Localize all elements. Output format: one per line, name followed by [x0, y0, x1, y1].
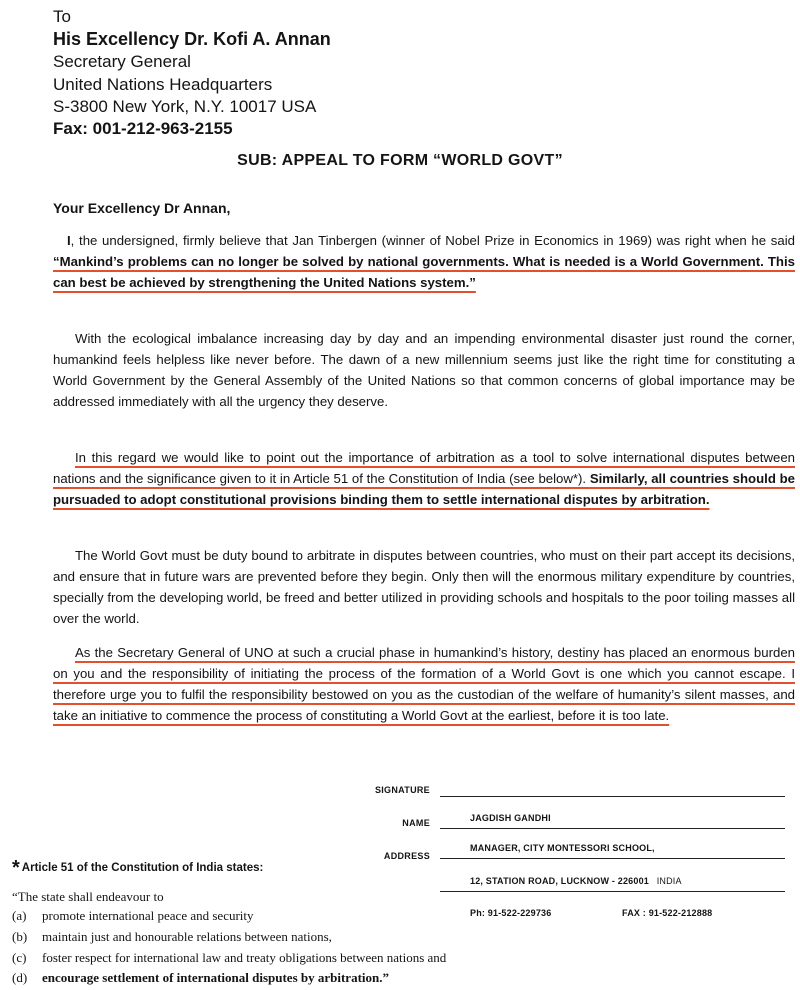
- tinbergen-quote: “Mankind’s problems can no longer be solved by national governments. What is needed is a World Government. This can best be achieved by strengthening the United Nations system.”: [53, 254, 795, 290]
- recipient-street: S-3800 New York, N.Y. 10017 USA: [53, 97, 317, 116]
- address-label: ADDRESS: [383, 851, 430, 861]
- salutation: Your Excellency Dr Annan,: [53, 200, 231, 216]
- signature-line: [440, 796, 785, 797]
- paragraph-3: [53, 447, 795, 510]
- name-label: NAME: [402, 818, 430, 828]
- paragraph-1-lead: I: [67, 233, 71, 248]
- signature-label: SIGNATURE: [374, 785, 430, 795]
- fax-number: FAX : 91-522-212888: [622, 908, 713, 918]
- name-line: [440, 828, 785, 829]
- footnote-marker: (d): [12, 970, 28, 985]
- address-country: INDIA: [656, 876, 682, 886]
- address-line-2-text: 12, STATION ROAD, LUCKNOW - 226001: [470, 876, 649, 886]
- paragraph-3-emphasis: Similarly, all countries should be pursuaded to adopt constitutional provisions binding them to settle international disputes by arbitration.: [53, 471, 795, 507]
- paragraph-2: With the ecological imbalance increasing day by day and an impending environmental disaster just round the corner, humankind feels helpless like never before. The dawn of a new millennium seems just like the right time for constituting a World Government by the General Assembly of the United Nations so that common concerns of global importance may be addressed immediately with all the urgency they deserve.: [53, 331, 795, 409]
- footnote-marker: (c): [12, 950, 27, 965]
- footnote-item-text: maintain just and honourable relations between nations,: [42, 929, 332, 944]
- recipient-name: His Excellency Dr. Kofi A. Annan: [53, 29, 331, 49]
- address-line-2: [470, 876, 682, 886]
- footnote-star: *: [12, 857, 20, 879]
- footnote-item: [12, 928, 332, 946]
- footnote-title: [12, 857, 263, 880]
- letter-subject: SUB: APPEAL TO FORM “WORLD GOVT”: [237, 152, 563, 169]
- recipient-org: United Nations Headquarters: [53, 75, 273, 94]
- recipient-title: Secretary General: [53, 52, 191, 71]
- paragraph-1-text: , the undersigned, firmly believe that Jan Tinbergen (winner of Nobel Prize in Economics in 1969) was right when he said: [70, 233, 795, 248]
- footnote-item-text: foster respect for international law and treaty obligations between nations and: [42, 950, 447, 965]
- footnote-item-text: encourage settlement of international disputes by arbitration.”: [42, 970, 390, 985]
- address-line-1-rule: [440, 858, 785, 859]
- footnote-item-text: promote international peace and security: [42, 908, 254, 923]
- phone-number: Ph: 91-522-229736: [470, 908, 552, 918]
- footnote-marker: (b): [12, 929, 28, 944]
- address-line-2-rule: [440, 891, 785, 892]
- paragraph-4: The World Govt must be duty bound to arbitrate in disputes between countries, who must on their part accept its decisions, and ensure that in future wars are prevented before they begin. Only then will the enormous military expenditure by countries, specially from the developing world, be freed and better utilized in providing schools and hospitals to the poor toiling masses all over the world.: [53, 548, 795, 626]
- paragraph-1: [53, 230, 795, 293]
- address-line-1: MANAGER, CITY MONTESSORI SCHOOL,: [470, 843, 655, 853]
- recipient-fax: Fax: 001-212-963-2155: [53, 119, 233, 138]
- name-value: JAGDISH GANDHI: [470, 813, 551, 823]
- paragraph-5: As the Secretary General of UNO at such a crucial phase in humankind’s history, destiny has placed an enormous burden on you and the responsibility of initiating the process of the formation of a World Govt is one which you cannot escape. I therefore urge you to fulfil the responsibility bestowed on you as the custodian of the welfare of humanity’s silent masses, and take an initiative to commence the process of constituting a World Govt at the earliest, before it is too late.: [53, 645, 795, 723]
- footnote-intro: “The state shall endeavour to: [12, 889, 164, 904]
- footnote-item: [12, 949, 446, 967]
- footnote-marker: (a): [12, 908, 27, 923]
- footnote-title-text: Article 51 of the Constitution of India states:: [21, 862, 264, 874]
- address-to: To: [53, 7, 71, 26]
- paragraph-3-text: In this regard we would like to point out the importance of arbitration as a tool to solve international disputes between nations and the significance given to it in Article 51 of the Constitution of India (see below*).: [53, 450, 795, 486]
- footnote-item: [12, 907, 254, 925]
- footnote-item: [12, 969, 389, 987]
